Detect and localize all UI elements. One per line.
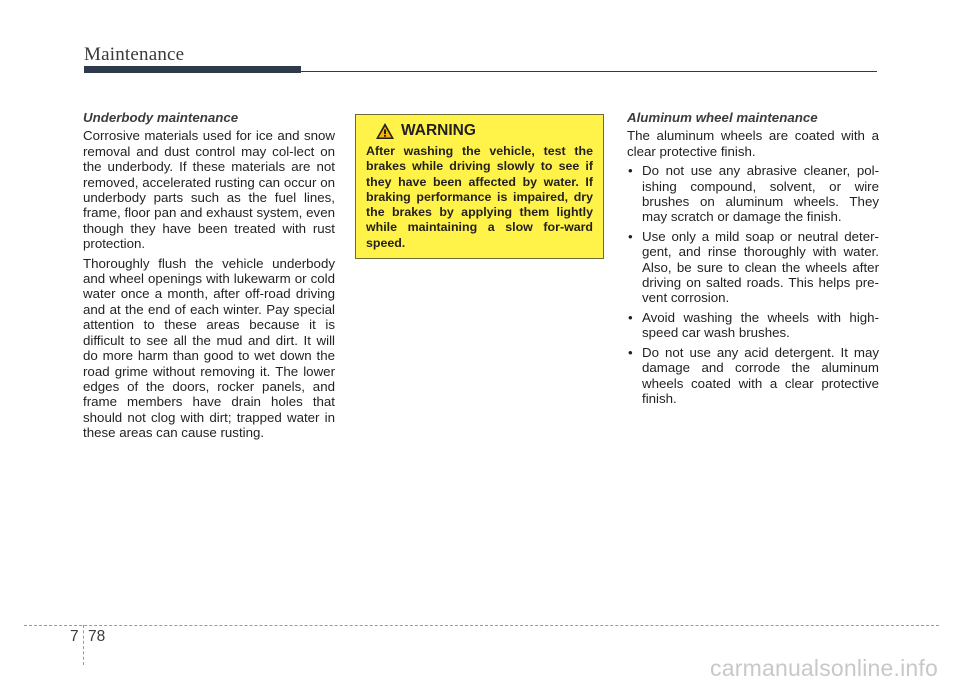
warning-triangle-icon bbox=[375, 122, 395, 140]
chapter-number: 7 bbox=[70, 628, 79, 645]
underbody-paragraph-2: Thoroughly flush the vehicle underbody and wheel openings with lukewarm or cold water once a month, after off-road driving and at the end of each winter. Pay special attention to these areas because it is difficult to see all the mud and dirt. It will do more harm than good to wet down the road grime without removing it. The lower edges of the doors, rocker panels, and frame members have drain holes that should not clog with dirt; trapped water in these areas can cause rusting. bbox=[83, 255, 335, 441]
bullet-marker: • bbox=[628, 163, 633, 179]
aluminum-wheel-bullet-list bbox=[627, 163, 879, 406]
page-number: 78 bbox=[88, 628, 106, 645]
watermark: carmanualsonline.info bbox=[710, 655, 938, 681]
bullet-text: Do not use any acid detergent. It may damage and corrode the aluminum wheels coated with a clear protective finish. bbox=[642, 344, 879, 406]
footer-dashed-divider bbox=[83, 625, 84, 665]
header-rule-thin bbox=[301, 71, 877, 72]
bullet-text: Avoid washing the wheels with high-speed car wash brushes. bbox=[642, 309, 879, 341]
bullet-marker: • bbox=[628, 309, 633, 325]
bullet-item bbox=[627, 229, 879, 306]
warning-header bbox=[366, 122, 593, 140]
header-rule-thick bbox=[84, 66, 301, 73]
bullet-marker: • bbox=[628, 228, 633, 244]
warning-text: After washing the vehicle, test the brakes while driving slowly to see if they have been affected by water. If braking performance is impaired, dry the brakes by applying them lightly while maintaining a slow for-ward speed. bbox=[366, 144, 593, 250]
underbody-subheading: Underbody maintenance bbox=[83, 110, 239, 125]
bullet-marker: • bbox=[628, 344, 633, 360]
bullet-item bbox=[627, 345, 879, 407]
bullet-item bbox=[627, 163, 879, 225]
right-column bbox=[627, 110, 879, 410]
page-section-title: Maintenance bbox=[84, 44, 185, 65]
footer-dashed-rule bbox=[24, 625, 939, 626]
bullet-item bbox=[627, 310, 879, 341]
bullet-text: Use only a mild soap or neutral deter-gent, and rinse thoroughly with water. Also, be sure to clean the wheels after driving on salted roads. This helps pre-vent corrosion. bbox=[642, 228, 879, 306]
warning-title: WARNING bbox=[401, 122, 476, 139]
aluminum-wheel-subheading: Aluminum wheel maintenance bbox=[627, 110, 818, 125]
left-column bbox=[83, 110, 335, 445]
bullet-text: Do not use any abrasive cleaner, pol-ishing compound, solvent, or wire brushes on aluminum wheels. They may scratch or damage the finish. bbox=[642, 163, 879, 225]
warning-box bbox=[355, 114, 604, 259]
aluminum-wheel-intro: The aluminum wheels are coated with a clear protective finish. bbox=[627, 128, 879, 159]
underbody-paragraph-1: Corrosive materials used for ice and snow removal and dust control may col-lect on the underbody. If these materials are not removed, accelerated rusting can occur on underbody parts such as the fuel lines, frame, floor pan and exhaust system, even though they have been treated with rust protection. bbox=[83, 128, 335, 252]
